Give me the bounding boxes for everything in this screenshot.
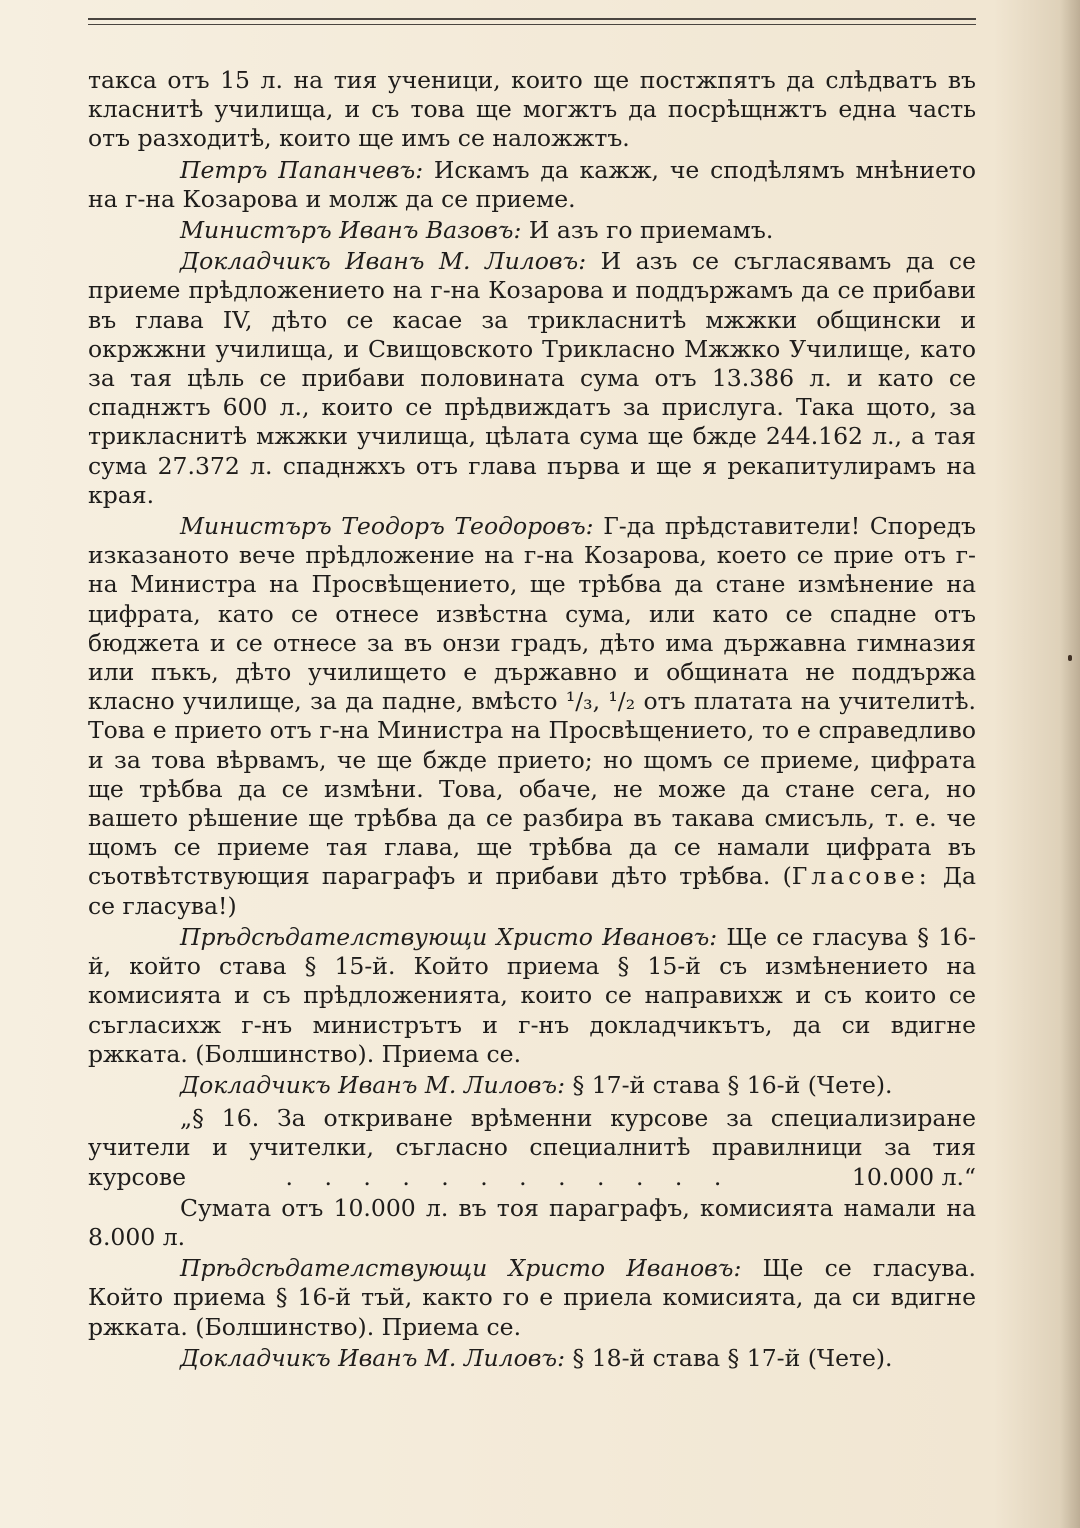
speaker-name: Петръ Папанчевъ: <box>180 155 424 184</box>
budget-amount: 10.000 л.“ <box>851 1162 976 1191</box>
budget-quote <box>88 1104 976 1192</box>
spaced-text: Гласове: <box>791 862 931 891</box>
paragraph <box>88 1344 976 1373</box>
running-header <box>88 0 978 14</box>
paragraph-text: Да се гласува!) <box>88 862 976 920</box>
header-rule-bottom <box>88 24 976 25</box>
paragraph <box>88 66 976 154</box>
paragraph <box>88 216 976 245</box>
speaker-name: Докладчикъ Иванъ М. Лиловъ: <box>180 1070 565 1099</box>
paragraph-text: Ще се гласува. Който приема § 16-й тъй, както го е приела комисията, да си вдигне ржката. (Болшинство). Приема се. <box>88 1254 976 1341</box>
speaker-name: Докладчикъ Иванъ М. Лиловъ: <box>180 247 587 276</box>
dot-leader: . . . . . . . . . . . . <box>285 1162 734 1191</box>
paragraph <box>88 512 976 921</box>
paragraph <box>88 1254 976 1342</box>
document-text <box>88 66 976 1375</box>
paragraph-text: И азъ го приемамъ. <box>521 216 774 245</box>
paragraph-text: Искамъ да кажж, че сподѣлямъ мнѣнието на г-на Козарова и молж да се приеме. <box>88 155 976 213</box>
paragraph <box>88 1194 976 1252</box>
paragraph-text: § 17-й става § 16-й (Чете). <box>565 1070 893 1099</box>
header-rule-top <box>88 18 976 20</box>
paragraph-text: Г-да прѣдставители! Споредъ изказаното вече прѣдложение на г-на Козарова, което се прие отъ г-на Министра на Просвѣщението, ще трѣбва да стане измѣнение на цифрата, като се отнесе извѣстна сума, или като се спадне отъ бюджета и се отнесе за въ онзи градъ, дѣто има държавна гимназия или пъкъ, дѣто училището е държавно и общината не поддържа класно училище, за да падне, вмѣсто ¹/₃, ¹/₂ отъ платата на учителитѣ. Това е прието отъ г-на Министра на Просвѣщението, то е справедливо и за това вѣрвамъ, че ще бжде прието; но щомъ се приеме, цифрата ще трѣбва да се измѣни. Това, обаче, не може да стане сега, но вашето рѣшение ще трѣбва да се разбира въ такава смисъль, т. е. че щомъ се приеме тая глава, ще трѣбва да се намали цифрата въ съотвѣтствующия параграфъ и прибави дѣто трѣбва. ( <box>88 512 976 891</box>
speaker-name: Прѣдсѣдателствующи Христо Ивановъ: <box>180 1254 742 1283</box>
paragraph <box>88 156 976 214</box>
speaker-name: Министъръ Теодоръ Теодоровъ: <box>180 512 594 541</box>
paragraph <box>88 1071 976 1100</box>
quote-text: „§ 16. За откриване врѣменни курсове за специализиране учители и учителки, съгласно специалнитѣ правилници за тия курсове <box>88 1104 976 1191</box>
paragraph-text: такса отъ 15 л. на тия ученици, които ще постжпятъ да слѣдватъ въ класнитѣ училища, и съ това ще могжтъ да посрѣщнжтъ една часть отъ разходитѣ, които ще имъ се наложжтъ. <box>88 66 976 153</box>
speaker-name: Докладчикъ Иванъ М. Лиловъ: <box>180 1343 565 1372</box>
page-binding-shadow <box>1060 0 1080 1528</box>
speaker-name: Министъръ Иванъ Вазовъ: <box>180 216 522 245</box>
paragraph <box>88 923 976 1069</box>
paragraph-text: И азъ се съгласявамъ да се приеме прѣдложението на г-на Козарова и поддържамъ да се прибави въ глава IV, дѣто се касае за трикласнитѣ мжжки общински и окржжни училища, и Свищовското Трикласно Мжжко Училище, като за тая цѣль се прибави половината сума отъ 13.386 л. и като се спаднжтъ 600 л., които се прѣдвиждатъ за прислуга. Така щото, за трикласнитѣ мжжки училища, цѣлата сума ще бжде 244.162 л., а тая сума 27.372 л. спаднжхъ отъ глава първа и ще я рекапитулирамъ на края. <box>88 247 976 509</box>
paragraph <box>88 247 976 510</box>
speaker-name: Прѣдсѣдателствующи Христо Ивановъ: <box>180 922 718 951</box>
paragraph-text: § 18-й става § 17-й (Чете). <box>565 1343 893 1372</box>
paragraph-text: Ще се гласува § 16-й, който става § 15-й. Който приема § 15-й съ измѣнението на комисията и съ прѣдложенията, които се направихж и съ които се съгласихж г-нъ министрътъ и г-нъ докладчикътъ, да си вдигне ржката. (Болшинство). Приема се. <box>88 922 977 1068</box>
paragraph-text: Сумата отъ 10.000 л. въ тоя параграфъ, комисията намали на 8.000 л. <box>88 1193 976 1251</box>
ink-mark <box>1068 655 1072 661</box>
